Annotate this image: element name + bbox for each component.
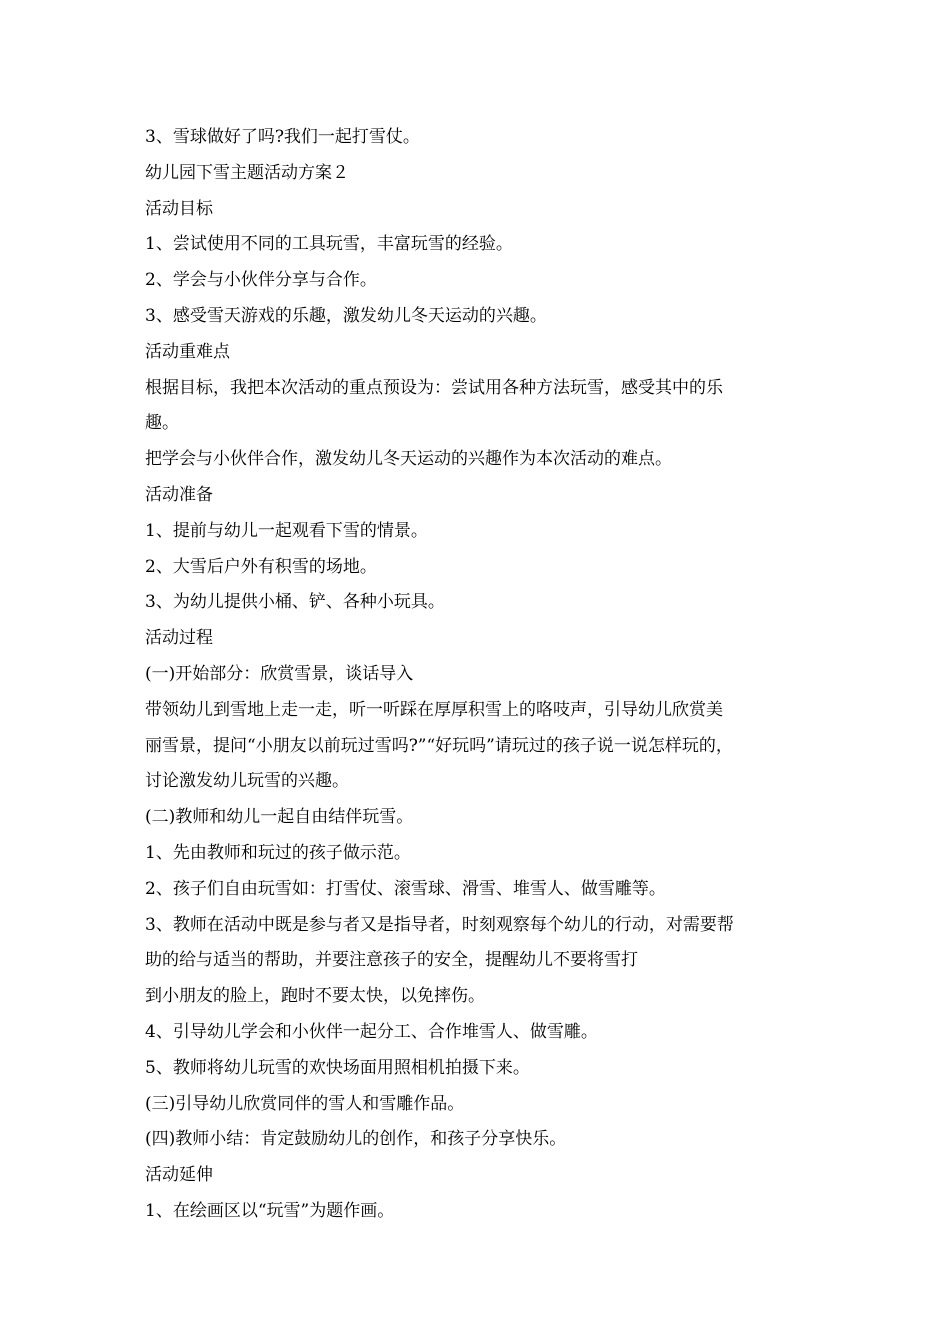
subsection-heading: (一)开始部分：欣赏雪景，谈话导入 [145, 663, 414, 684]
list-item: 3、感受雪天游戏的乐趣，激发幼儿冬天运动的兴趣。 [145, 305, 547, 326]
paragraph-line: 趣。 [145, 413, 179, 434]
paragraph-line: 助的给与适当的帮助，并要注意孩子的安全，提醒幼儿不要将雪打 [145, 950, 638, 971]
paragraph-line: 丽雪景，提问“小朋友以前玩过雪吗?”“好玩吗”请玩过的孩子说一说怎样玩的， [145, 735, 733, 756]
list-item: 5、教师将幼儿玩雪的欢快场面用照相机拍摄下来。 [145, 1057, 530, 1078]
list-item: 1、尝试使用不同的工具玩雪，丰富玩雪的经验。 [145, 234, 513, 255]
list-item: 3、为幼儿提供小桶、铲、各种小玩具。 [145, 592, 445, 613]
section-heading: 活动过程 [145, 628, 213, 649]
list-item: 2、大雪后户外有积雪的场地。 [145, 556, 377, 577]
section-title: 幼儿园下雪主题活动方案２ [145, 162, 349, 183]
paragraph-line: 到小朋友的脸上，跑时不要太快，以免摔伤。 [145, 986, 485, 1007]
subsection-heading: (四)教师小结：肯定鼓励幼儿的创作，和孩子分享快乐。 [145, 1129, 567, 1150]
list-item: 1、先由教师和玩过的孩子做示范。 [145, 842, 411, 863]
list-item: 3、雪球做好了吗?我们一起打雪仗。 [145, 127, 420, 147]
list-item: 1、在绘画区以“玩雪”为题作画。 [145, 1200, 395, 1221]
subsection-heading: (三)引导幼儿欣赏同伴的雪人和雪雕作品。 [145, 1093, 465, 1114]
list-item: 3、教师在活动中既是参与者又是指导者，时刻观察每个幼儿的行动，对需要帮 [145, 914, 734, 935]
section-heading: 活动延伸 [145, 1165, 213, 1186]
list-item: 2、孩子们自由玩雪如：打雪仗、滚雪球、滑雪、堆雪人、做雪雕等。 [145, 878, 666, 899]
list-item: 2、学会与小伙伴分享与合作。 [145, 270, 377, 291]
list-item: 4、引导幼儿学会和小伙伴一起分工、合作堆雪人、做雪雕。 [145, 1021, 598, 1042]
section-heading: 活动目标 [145, 198, 213, 219]
paragraph-line: 根据目标，我把本次活动的重点预设为：尝试用各种方法玩雪，感受其中的乐 [145, 377, 723, 398]
section-heading: 活动准备 [145, 484, 213, 505]
document-body [145, 120, 825, 1230]
list-item: 1、提前与幼儿一起观看下雪的情景。 [145, 520, 428, 541]
paragraph-line: 讨论激发幼儿玩雪的兴趣。 [145, 771, 349, 792]
paragraph-line: 把学会与小伙伴合作，激发幼儿冬天运动的兴趣作为本次活动的难点。 [145, 449, 672, 470]
subsection-heading: (二)教师和幼儿一起自由结伴玩雪。 [145, 807, 414, 828]
section-heading: 活动重难点 [145, 341, 230, 362]
paragraph-line: 带领幼儿到雪地上走一走，听一听踩在厚厚积雪上的咯吱声，引导幼儿欣赏美 [145, 699, 723, 720]
